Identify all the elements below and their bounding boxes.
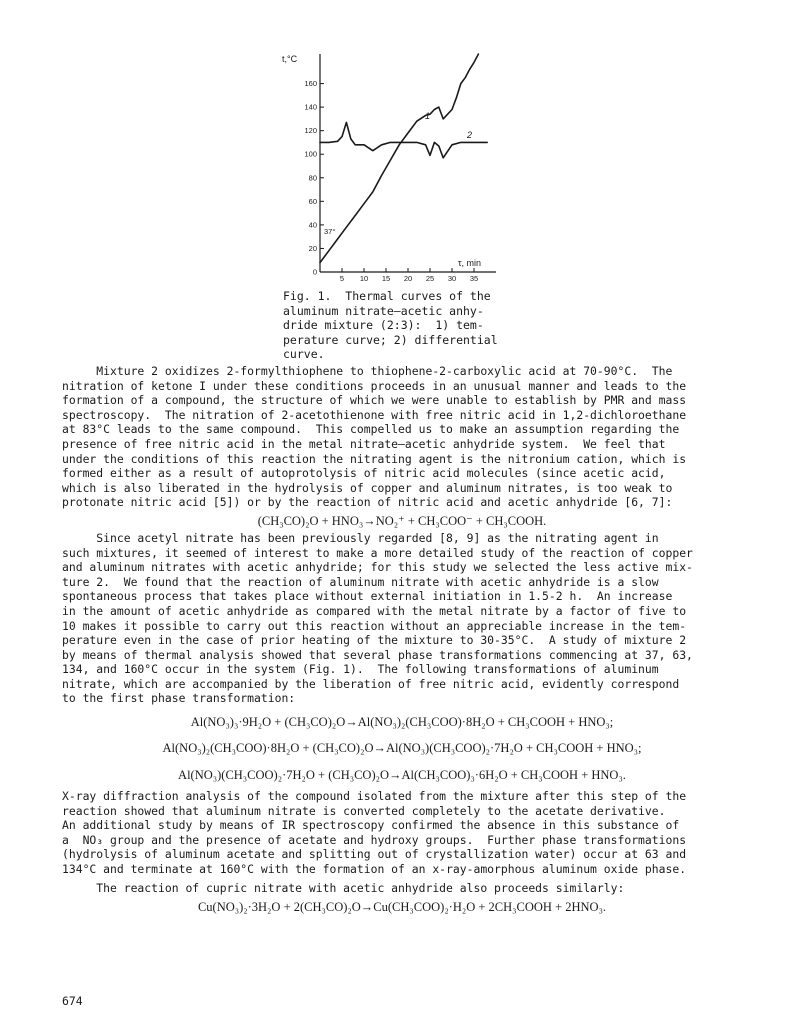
text-line: perature even in the case of prior heating of the mixture to 30-35°C. A study of mixture 2 <box>62 633 687 648</box>
text-line: 134, and 160°C occur in the system (Fig. 1). The following transformations of aluminum <box>62 662 659 677</box>
caption-line: Fig. 1. Thermal curves of the <box>283 289 491 303</box>
y-tick-label: 20 <box>308 243 317 253</box>
text-line: formation of a compound, the structure of which we were unable to establish by PMR and mass <box>62 393 687 408</box>
text-line: under the conditions of this reaction the nitrating agent is the nitronium cation, which is <box>62 451 687 466</box>
text-line: Mixture 2 oxidizes 2-formylthiophene to thiophene-2-carboxylic acid at 70-90°C. The <box>62 364 673 378</box>
y-tick-label: 140 <box>304 102 317 112</box>
text-line: and aluminum nitrates with acetic anhydride; for this study we selected the less active mix- <box>62 560 693 575</box>
start-temperature-annotation: 37° <box>324 227 336 236</box>
text-line: presence of free nitric acid in the metal nitrate—acetic anhydride system. We feel that <box>62 436 666 451</box>
text-line: An additional study by means of IR spectroscopy confirmed the absence in this substance of <box>62 818 680 833</box>
text-line: 134°C and terminate at 160°C with the formation of an x-ray-amorphous aluminum oxide phase. <box>62 862 687 877</box>
text-line: 10 makes it possible to carry out this reaction without an appreciable increase in the tem- <box>62 618 687 633</box>
curve-1-label: 1 <box>425 111 431 121</box>
x-tick-label: 5 <box>339 274 345 283</box>
y-tick-label: 120 <box>304 126 317 136</box>
text-line: which is also liberated in the hydrolysis of copper and aluminum nitrates, is too weak to <box>62 480 673 495</box>
text-line: formed either as a result of autoprotolysis of nitric acid molecules (since acetic acid, <box>62 466 666 481</box>
x-tick-label: 30 <box>447 274 457 283</box>
x-tick-label: 10 <box>359 274 369 283</box>
page-number: 674 <box>62 994 83 1008</box>
body-text <box>62 364 742 919</box>
paragraph-1 <box>62 364 742 510</box>
paragraph-2 <box>62 531 742 706</box>
text-line: ture 2. We found that the reaction of aluminum nitrate with acetic anhydride is a slow <box>62 574 659 589</box>
text-line: reaction showed that aluminum nitrate is converted completely to the acetate derivative. <box>62 803 666 818</box>
y-tick-label: 160 <box>304 79 317 89</box>
x-tick-label: 15 <box>381 274 391 283</box>
text-line: by means of thermal analysis showed that several phase transformations commencing at 37, 63, <box>62 647 693 662</box>
text-line: The reaction of cupric nitrate with acetic anhydride also proceeds similarly: <box>62 880 625 895</box>
y-tick-label: 40 <box>308 220 317 230</box>
figure-1 <box>270 42 510 292</box>
y-axis-label: t,°C <box>282 54 298 64</box>
caption-line: aluminum nitrate—acetic anhy- <box>283 303 484 318</box>
series-line-1 <box>320 54 478 263</box>
x-tick-label: 25 <box>425 274 435 283</box>
equation-aluminum-step-3: Al(NO₃)(CH₃COO)₂·7H₂O + (CH₃CO)₂O→Al(CH₃COO)₃·6H₂O + CH₃COOH + HNO₃. <box>178 768 626 783</box>
text-line: a NO₃ group and the presence of acetate and hydroxy groups. Further phase transformations <box>62 832 687 847</box>
text-line: Since acetyl nitrate has been previously regarded [8, 9] as the nitrating agent in <box>62 530 659 545</box>
x-tick-label: 20 <box>403 274 413 283</box>
paragraph-3 <box>62 789 742 877</box>
y-tick-label: 80 <box>308 173 317 183</box>
y-tick-label: 0 <box>312 267 317 277</box>
text-line: (hydrolysis of aluminum acetate and splitting out of crystallization water) occur at 63 and <box>62 847 687 862</box>
text-line: protonate nitric acid [5]) or by the reaction of nitric acid and acetic anhydride [6, 7]: <box>62 495 673 510</box>
caption-line: perature curve; 2) differential <box>283 332 498 347</box>
text-line: to the first phase transformation: <box>62 691 296 706</box>
text-line: such mixtures, it seemed of interest to make a more detailed study of the reaction of copper <box>62 545 693 560</box>
caption-line: curve. <box>283 347 325 362</box>
thermal-curves-chart <box>270 42 510 292</box>
text-line: at 83°C leads to the same compound. This compelled us to make an assumption regarding the <box>62 422 680 437</box>
text-line: nitration of ketone I under these conditions proceeds in an unusual manner and leads to the <box>62 378 687 393</box>
figure-caption <box>283 289 523 362</box>
x-tick-label: 35 <box>469 274 479 283</box>
text-line: spectroscopy. The nitration of 2-acetothienone with free nitric acid in 1,2-dichloroethane <box>62 407 687 422</box>
text-line: X-ray diffraction analysis of the compound isolated from the mixture after this step of the <box>62 789 687 804</box>
text-line: in the amount of acetic anhydride as compared with the metal nitrate by a factor of five to <box>62 603 687 618</box>
text-line: spontaneous process that takes place without external initiation in 1.5-2 h. An increase <box>62 589 673 604</box>
equation-aluminum-step-2: Al(NO₃)₂(CH₃COO)·8H₂O + (CH₃CO)₂O→Al(NO₃)(CH₃COO)₂·7H₂O + CH₃COOH + HNO₃; <box>162 741 642 756</box>
chart-series <box>320 54 487 263</box>
text-line: nitrate, which are accompanied by the liberation of free nitric acid, evidently correspond <box>62 676 680 691</box>
caption-line: dride mixture (2:3): 1) tem- <box>283 318 484 333</box>
curve-2-label: 2 <box>467 130 473 140</box>
equation-cupric-nitrate: Cu(NO₃)₂·3H₂O + 2(CH₃CO)₂O→Cu(CH₃COO)₂·H₂O + 2CH₃COOH + 2HNO₃. <box>197 900 607 915</box>
equation-nitronium: (CH₃CO)₂O + HNO₃→NO₂⁺ + CH₃COO⁻ + CH₃COOH. <box>257 513 547 528</box>
y-tick-label: 60 <box>308 196 317 206</box>
equation-aluminum-step-1: Al(NO₃)₃·9H₂O + (CH₃CO)₂O→Al(NO₃)₂(CH₃COO)·8H₂O + CH₃COOH + HNO₃; <box>190 715 614 730</box>
y-tick-label: 100 <box>304 149 317 159</box>
paragraph-4 <box>62 881 742 896</box>
chart-axes <box>320 54 496 272</box>
x-axis-label: τ, min <box>458 258 482 268</box>
